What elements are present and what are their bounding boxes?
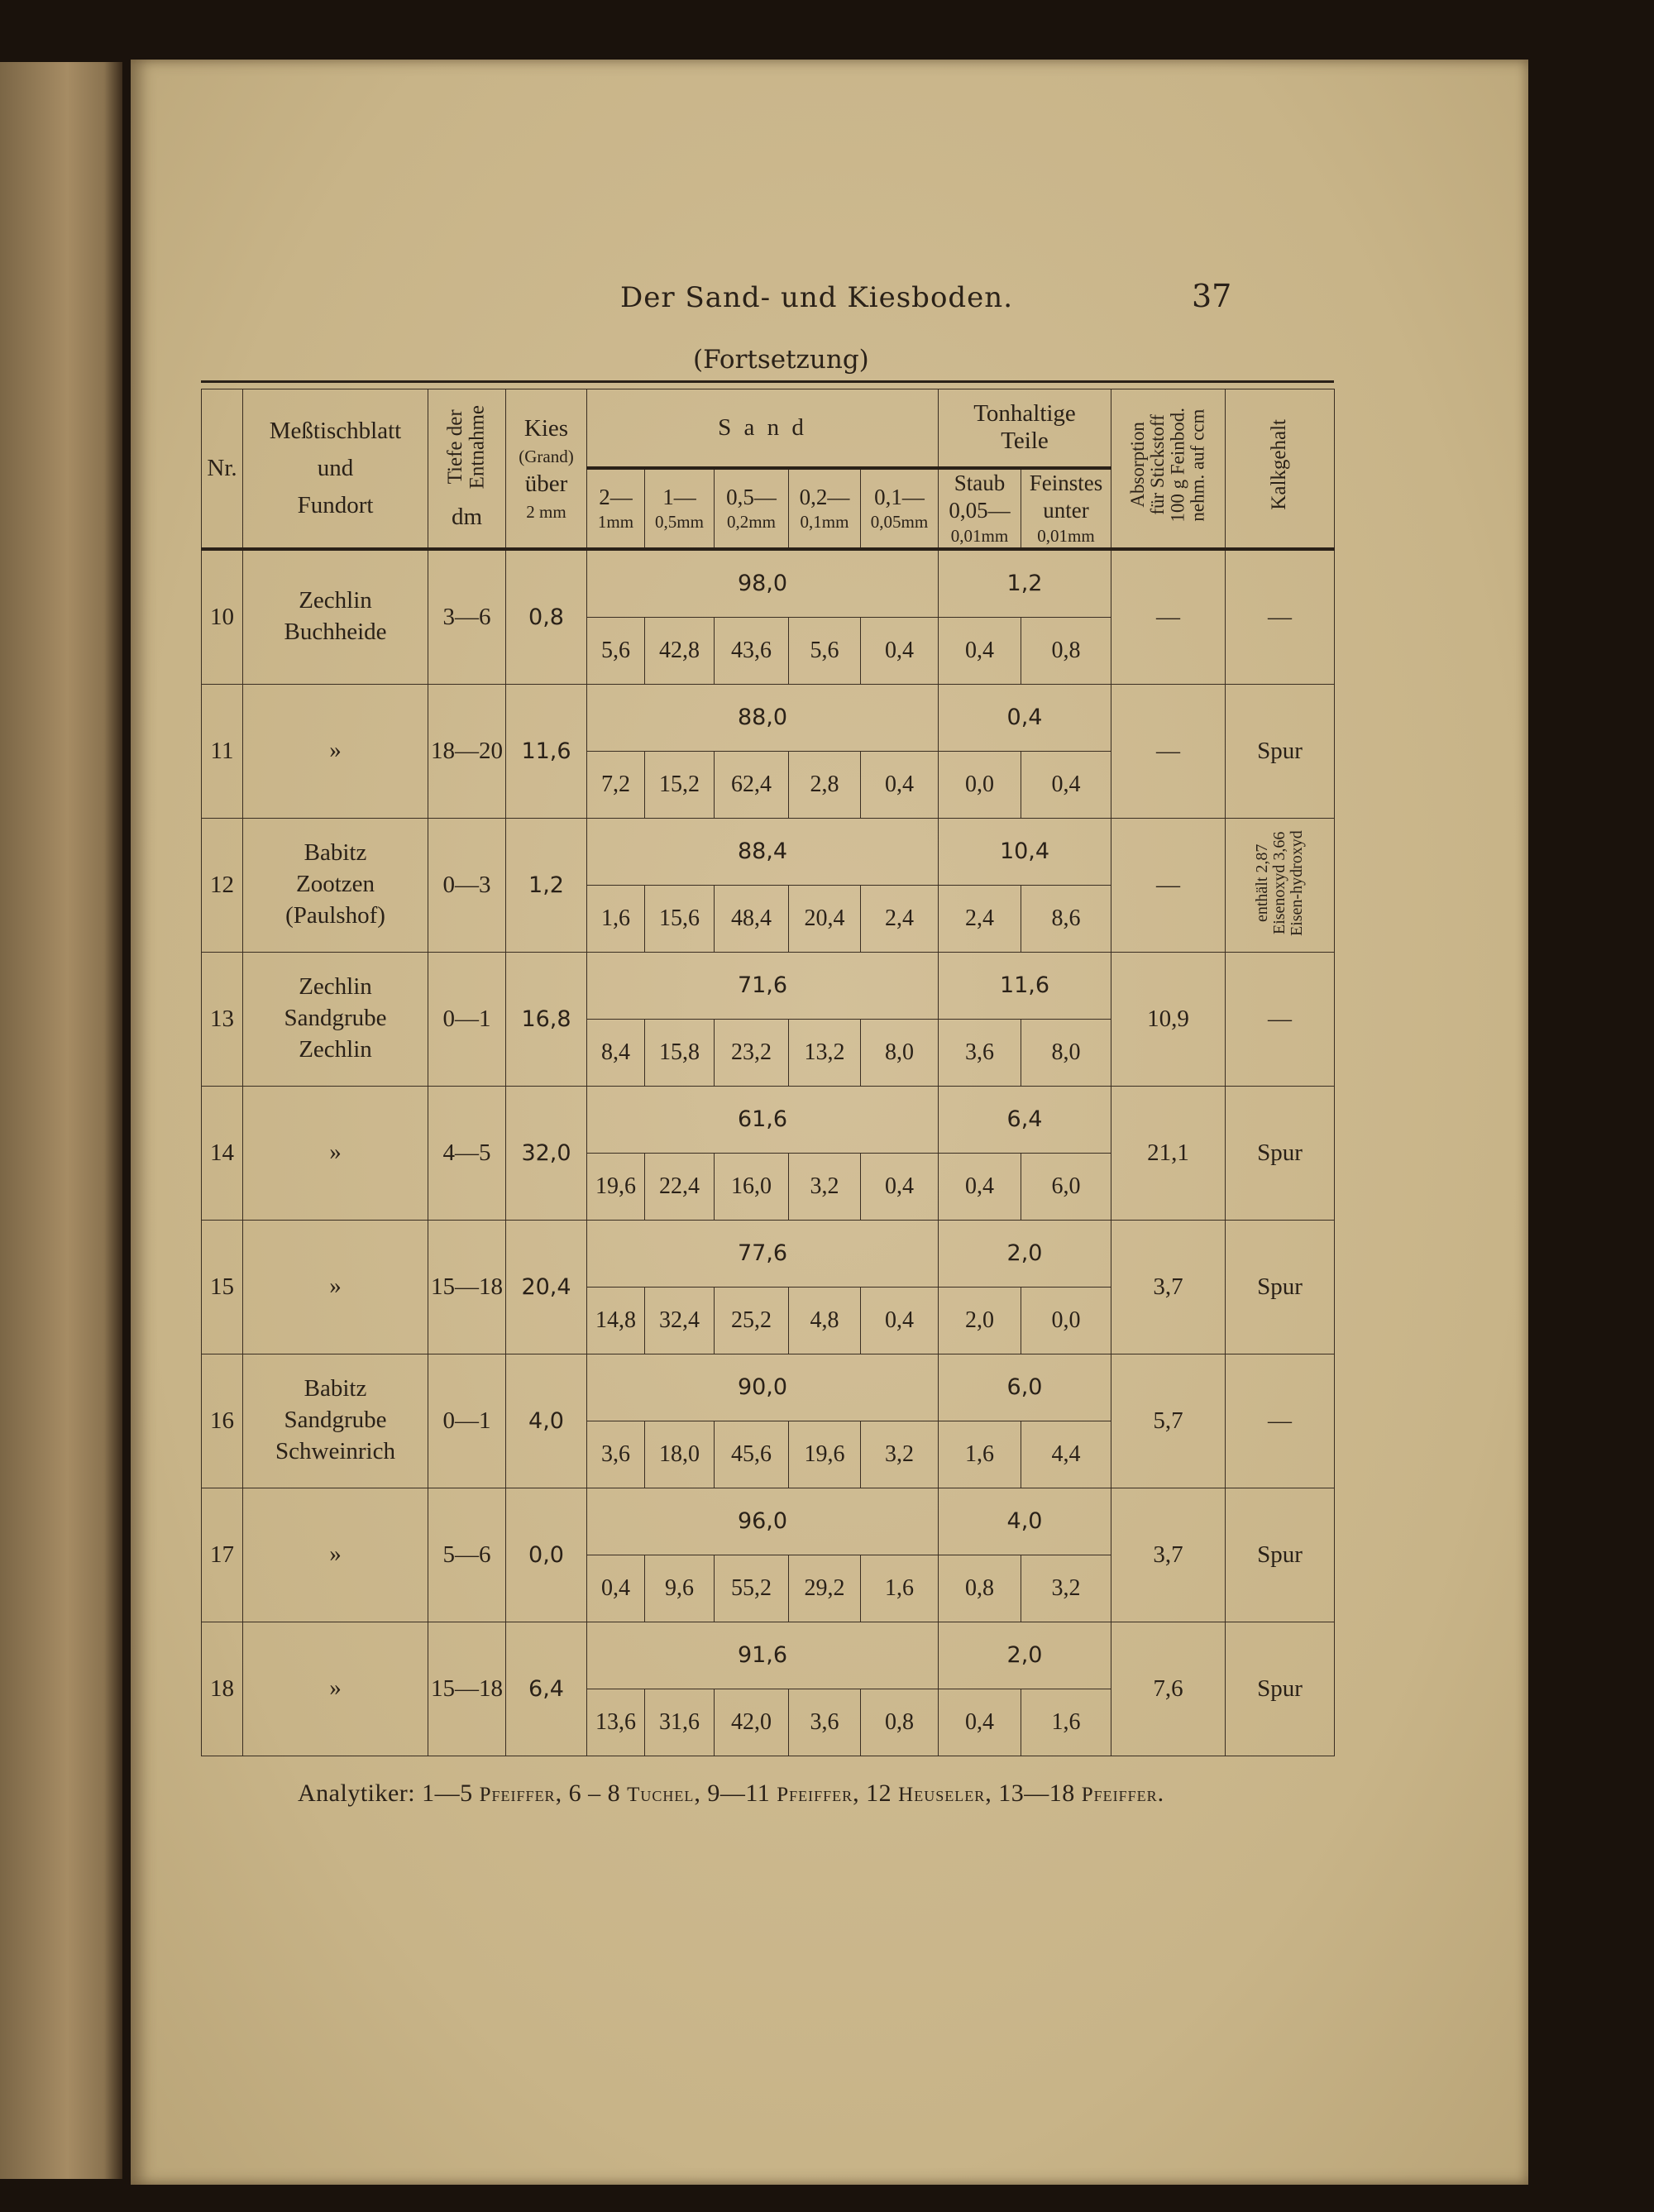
header-depth-label: Tiefe der Entnahme: [444, 405, 489, 490]
sand-fraction-cell: 15,8: [645, 1019, 715, 1086]
page-number: 37: [1192, 278, 1232, 314]
location-line: Zechlin: [299, 973, 372, 1001]
row-kies: 6,4: [506, 1622, 587, 1756]
row-location: [243, 549, 428, 685]
row-absorption: —: [1111, 684, 1226, 818]
row-location: [243, 1354, 428, 1488]
row-ton-total: 6,0: [939, 1354, 1111, 1421]
soil-analysis-table: [201, 389, 1335, 1756]
table-row: [202, 1086, 1335, 1153]
sand-fraction-cell: 1,6: [861, 1555, 939, 1622]
location-line: Babitz: [304, 839, 367, 867]
row-kies: 32,0: [506, 1086, 587, 1220]
row-sand-total: 61,6: [587, 1086, 939, 1153]
row-kies: 0,8: [506, 549, 587, 685]
row-kalkgehalt: [1226, 818, 1335, 952]
row-number: 17: [202, 1488, 243, 1622]
table-row: [202, 952, 1335, 1019]
row-kies: 0,0: [506, 1488, 587, 1622]
row-number: 14: [202, 1086, 243, 1220]
sand-fraction-cell: 8,4: [587, 1019, 645, 1086]
row-depth: 0—3: [428, 818, 506, 952]
row-location: [243, 1086, 428, 1220]
sand-fraction-cell: 16,0: [715, 1153, 789, 1220]
row-kalkgehalt: Spur: [1226, 1488, 1335, 1622]
row-depth: 0—1: [428, 1354, 506, 1488]
feinstes-cell: 0,4: [1021, 751, 1111, 818]
row-location: [243, 1622, 428, 1756]
row-kalkgehalt: Spur: [1226, 1220, 1335, 1354]
row-kalkgehalt: —: [1226, 1354, 1335, 1488]
row-sand-total: 96,0: [587, 1488, 939, 1555]
location-line: »: [329, 737, 342, 764]
sand-fraction-cell: 14,8: [587, 1287, 645, 1354]
location-line: Zechlin: [299, 587, 372, 614]
row-kalkgehalt: Spur: [1226, 1622, 1335, 1756]
row-kalkgehalt: —: [1226, 549, 1335, 685]
sand-fraction-cell: 7,2: [587, 751, 645, 818]
top-rule: [201, 380, 1334, 383]
table-row: [202, 549, 1335, 618]
row-absorption: —: [1111, 549, 1226, 685]
sand-fraction-cell: 48,4: [715, 885, 789, 952]
sand-fraction-cell: 31,6: [645, 1689, 715, 1756]
row-sand-total: 98,0: [587, 549, 939, 618]
location-line: Sandgrube: [284, 1407, 387, 1434]
staub-cell: 3,6: [939, 1019, 1021, 1086]
staub-cell: 2,4: [939, 885, 1021, 952]
row-ton-total: 2,0: [939, 1220, 1111, 1287]
row-depth: 0—1: [428, 952, 506, 1086]
row-number: 11: [202, 684, 243, 818]
feinstes-cell: 1,6: [1021, 1689, 1111, 1756]
location-line: Babitz: [304, 1375, 367, 1402]
sand-fraction-cell: 2,4: [861, 885, 939, 952]
sand-fraction-cell: 55,2: [715, 1555, 789, 1622]
sand-fraction-cell: 18,0: [645, 1421, 715, 1488]
sand-fraction-cell: 15,6: [645, 885, 715, 952]
row-location: [243, 1488, 428, 1622]
row-number: 15: [202, 1220, 243, 1354]
row-kies: 11,6: [506, 684, 587, 818]
sand-fraction-cell: 3,2: [789, 1153, 861, 1220]
sand-fraction-cell: 22,4: [645, 1153, 715, 1220]
row-depth: 4—5: [428, 1086, 506, 1220]
row-sand-total: 71,6: [587, 952, 939, 1019]
row-location: [243, 818, 428, 952]
row-ton-total: 6,4: [939, 1086, 1111, 1153]
header-staub: Staub 0,05— 0,01mm: [939, 468, 1021, 549]
row-sand-total: 88,4: [587, 818, 939, 885]
row-location: [243, 952, 428, 1086]
row-number: 13: [202, 952, 243, 1086]
staub-cell: 0,0: [939, 751, 1021, 818]
row-number: 12: [202, 818, 243, 952]
row-depth: 15—18: [428, 1220, 506, 1354]
header-sand-col-5: 0,1— 0,05mm: [861, 468, 939, 549]
header-kalkgehalt: Kalkgehalt: [1226, 389, 1335, 549]
row-sand-total: 90,0: [587, 1354, 939, 1421]
sand-fraction-cell: 32,4: [645, 1287, 715, 1354]
kalk-note-text: enthält 2,87 Eisenoxyd 3,66 Eisen-hydroxyd: [1253, 830, 1307, 936]
feinstes-cell: 0,8: [1021, 617, 1111, 684]
sand-fraction-cell: 3,2: [861, 1421, 939, 1488]
row-kies: 4,0: [506, 1354, 587, 1488]
location-line: »: [329, 1139, 342, 1166]
header-sand-col-1: 2— 1mm: [587, 468, 645, 549]
table-row: [202, 818, 1335, 885]
location-line: Sandgrube: [284, 1005, 387, 1032]
row-ton-total: 1,2: [939, 549, 1111, 618]
row-number: 18: [202, 1622, 243, 1756]
row-number: 10: [202, 549, 243, 685]
sand-fraction-cell: 43,6: [715, 617, 789, 684]
location-line: »: [329, 1675, 342, 1702]
row-kalkgehalt: —: [1226, 952, 1335, 1086]
sand-fraction-cell: 20,4: [789, 885, 861, 952]
header-depth: Tiefe der Entnahme dm: [428, 389, 506, 549]
sand-fraction-cell: 2,8: [789, 751, 861, 818]
row-sand-total: 88,0: [587, 684, 939, 751]
sand-fraction-cell: 42,0: [715, 1689, 789, 1756]
sand-fraction-cell: 0,4: [861, 617, 939, 684]
row-absorption: 10,9: [1111, 952, 1226, 1086]
row-absorption: —: [1111, 818, 1226, 952]
row-ton-total: 2,0: [939, 1622, 1111, 1689]
row-ton-total: 4,0: [939, 1488, 1111, 1555]
sand-fraction-cell: 5,6: [789, 617, 861, 684]
feinstes-cell: 4,4: [1021, 1421, 1111, 1488]
sand-fraction-cell: 3,6: [587, 1421, 645, 1488]
sand-fraction-cell: 62,4: [715, 751, 789, 818]
staub-cell: 1,6: [939, 1421, 1021, 1488]
feinstes-cell: 3,2: [1021, 1555, 1111, 1622]
header-sand-col-4: 0,2— 0,1mm: [789, 468, 861, 549]
row-kalkgehalt: Spur: [1226, 1086, 1335, 1220]
table-row: [202, 1488, 1335, 1555]
header-sand-col-3: 0,5— 0,2mm: [715, 468, 789, 549]
row-depth: 15—18: [428, 1622, 506, 1756]
header-feinstes: Feinstes unter 0,01mm: [1021, 468, 1111, 549]
sand-fraction-cell: 19,6: [789, 1421, 861, 1488]
row-absorption: 3,7: [1111, 1220, 1226, 1354]
location-line: »: [329, 1541, 342, 1568]
staub-cell: 2,0: [939, 1287, 1021, 1354]
row-location: [243, 684, 428, 818]
header-tonhaltige: Tonhaltige Teile: [939, 389, 1111, 468]
feinstes-cell: 6,0: [1021, 1153, 1111, 1220]
row-depth: 5—6: [428, 1488, 506, 1622]
sand-fraction-cell: 42,8: [645, 617, 715, 684]
header-place: Meßtischblatt und Fundort: [243, 389, 428, 549]
sand-fraction-cell: 25,2: [715, 1287, 789, 1354]
header-nr: Nr.: [202, 389, 243, 549]
sand-fraction-cell: 13,2: [789, 1019, 861, 1086]
sand-fraction-cell: 15,2: [645, 751, 715, 818]
row-depth: 18—20: [428, 684, 506, 818]
feinstes-cell: 8,6: [1021, 885, 1111, 952]
row-sand-total: 77,6: [587, 1220, 939, 1287]
row-kies: 20,4: [506, 1220, 587, 1354]
table-row: [202, 684, 1335, 751]
location-line: Buchheide: [284, 619, 387, 645]
sand-fraction-cell: 23,2: [715, 1019, 789, 1086]
sand-fraction-cell: 0,4: [861, 751, 939, 818]
row-location: [243, 1220, 428, 1354]
sand-fraction-cell: 19,6: [587, 1153, 645, 1220]
table-row: [202, 1354, 1335, 1421]
row-depth: 3—6: [428, 549, 506, 685]
staub-cell: 0,4: [939, 617, 1021, 684]
sand-fraction-cell: 45,6: [715, 1421, 789, 1488]
sand-fraction-cell: 4,8: [789, 1287, 861, 1354]
location-line: Zootzen: [295, 871, 375, 898]
running-head: Der Sand- und Kiesboden.: [620, 281, 1013, 314]
table-row: [202, 1622, 1335, 1689]
row-ton-total: 11,6: [939, 952, 1111, 1019]
staub-cell: 0,8: [939, 1555, 1021, 1622]
staub-cell: 0,4: [939, 1153, 1021, 1220]
table-subtitle: (Fortsetzung): [693, 345, 869, 375]
sand-fraction-cell: 29,2: [789, 1555, 861, 1622]
sand-fraction-cell: 5,6: [587, 617, 645, 684]
header-absorption: Absorption für Stickstoff 100 g Feinbod. nehm. auf ccm: [1111, 389, 1226, 549]
sand-fraction-cell: 8,0: [861, 1019, 939, 1086]
feinstes-cell: 8,0: [1021, 1019, 1111, 1086]
location-line: Zechlin: [299, 1035, 372, 1063]
sand-fraction-cell: 0,4: [861, 1287, 939, 1354]
row-sand-total: 91,6: [587, 1622, 939, 1689]
table-row: [202, 1220, 1335, 1287]
row-ton-total: 0,4: [939, 684, 1111, 751]
sand-fraction-cell: 0,8: [861, 1689, 939, 1756]
table-header: [202, 389, 1335, 549]
row-kalkgehalt: Spur: [1226, 684, 1335, 818]
table-body: [202, 549, 1335, 1756]
row-kies: 1,2: [506, 818, 587, 952]
staub-cell: 0,4: [939, 1689, 1021, 1756]
row-absorption: 7,6: [1111, 1622, 1226, 1756]
location-line: (Paulshof): [285, 901, 385, 929]
facing-page-edge: [0, 62, 122, 2179]
feinstes-cell: 0,0: [1021, 1287, 1111, 1354]
sand-fraction-cell: 3,6: [789, 1689, 861, 1756]
row-absorption: 21,1: [1111, 1086, 1226, 1220]
header-sand: S a n d: [587, 389, 939, 468]
location-line: »: [329, 1273, 342, 1300]
location-line: Schweinrich: [275, 1437, 395, 1464]
sand-fraction-cell: 13,6: [587, 1689, 645, 1756]
row-absorption: 5,7: [1111, 1354, 1226, 1488]
row-number: 16: [202, 1354, 243, 1488]
header-kies: Kies (Grand) über 2 mm: [506, 389, 587, 549]
sand-fraction-cell: 0,4: [587, 1555, 645, 1622]
sand-fraction-cell: 0,4: [861, 1153, 939, 1220]
sand-fraction-cell: 9,6: [645, 1555, 715, 1622]
row-kies: 16,8: [506, 952, 587, 1086]
row-ton-total: 10,4: [939, 818, 1111, 885]
row-absorption: 3,7: [1111, 1488, 1226, 1622]
header-sand-col-2: 1— 0,5mm: [645, 468, 715, 549]
sand-fraction-cell: 1,6: [587, 885, 645, 952]
analysts-footer: Analytiker: 1—5 Pfeiffer, 6 – 8 Tuchel, 9—11 Pfeiffer, 12 Heuseler, 13—18 Pfeiffer.: [298, 1780, 1164, 1807]
